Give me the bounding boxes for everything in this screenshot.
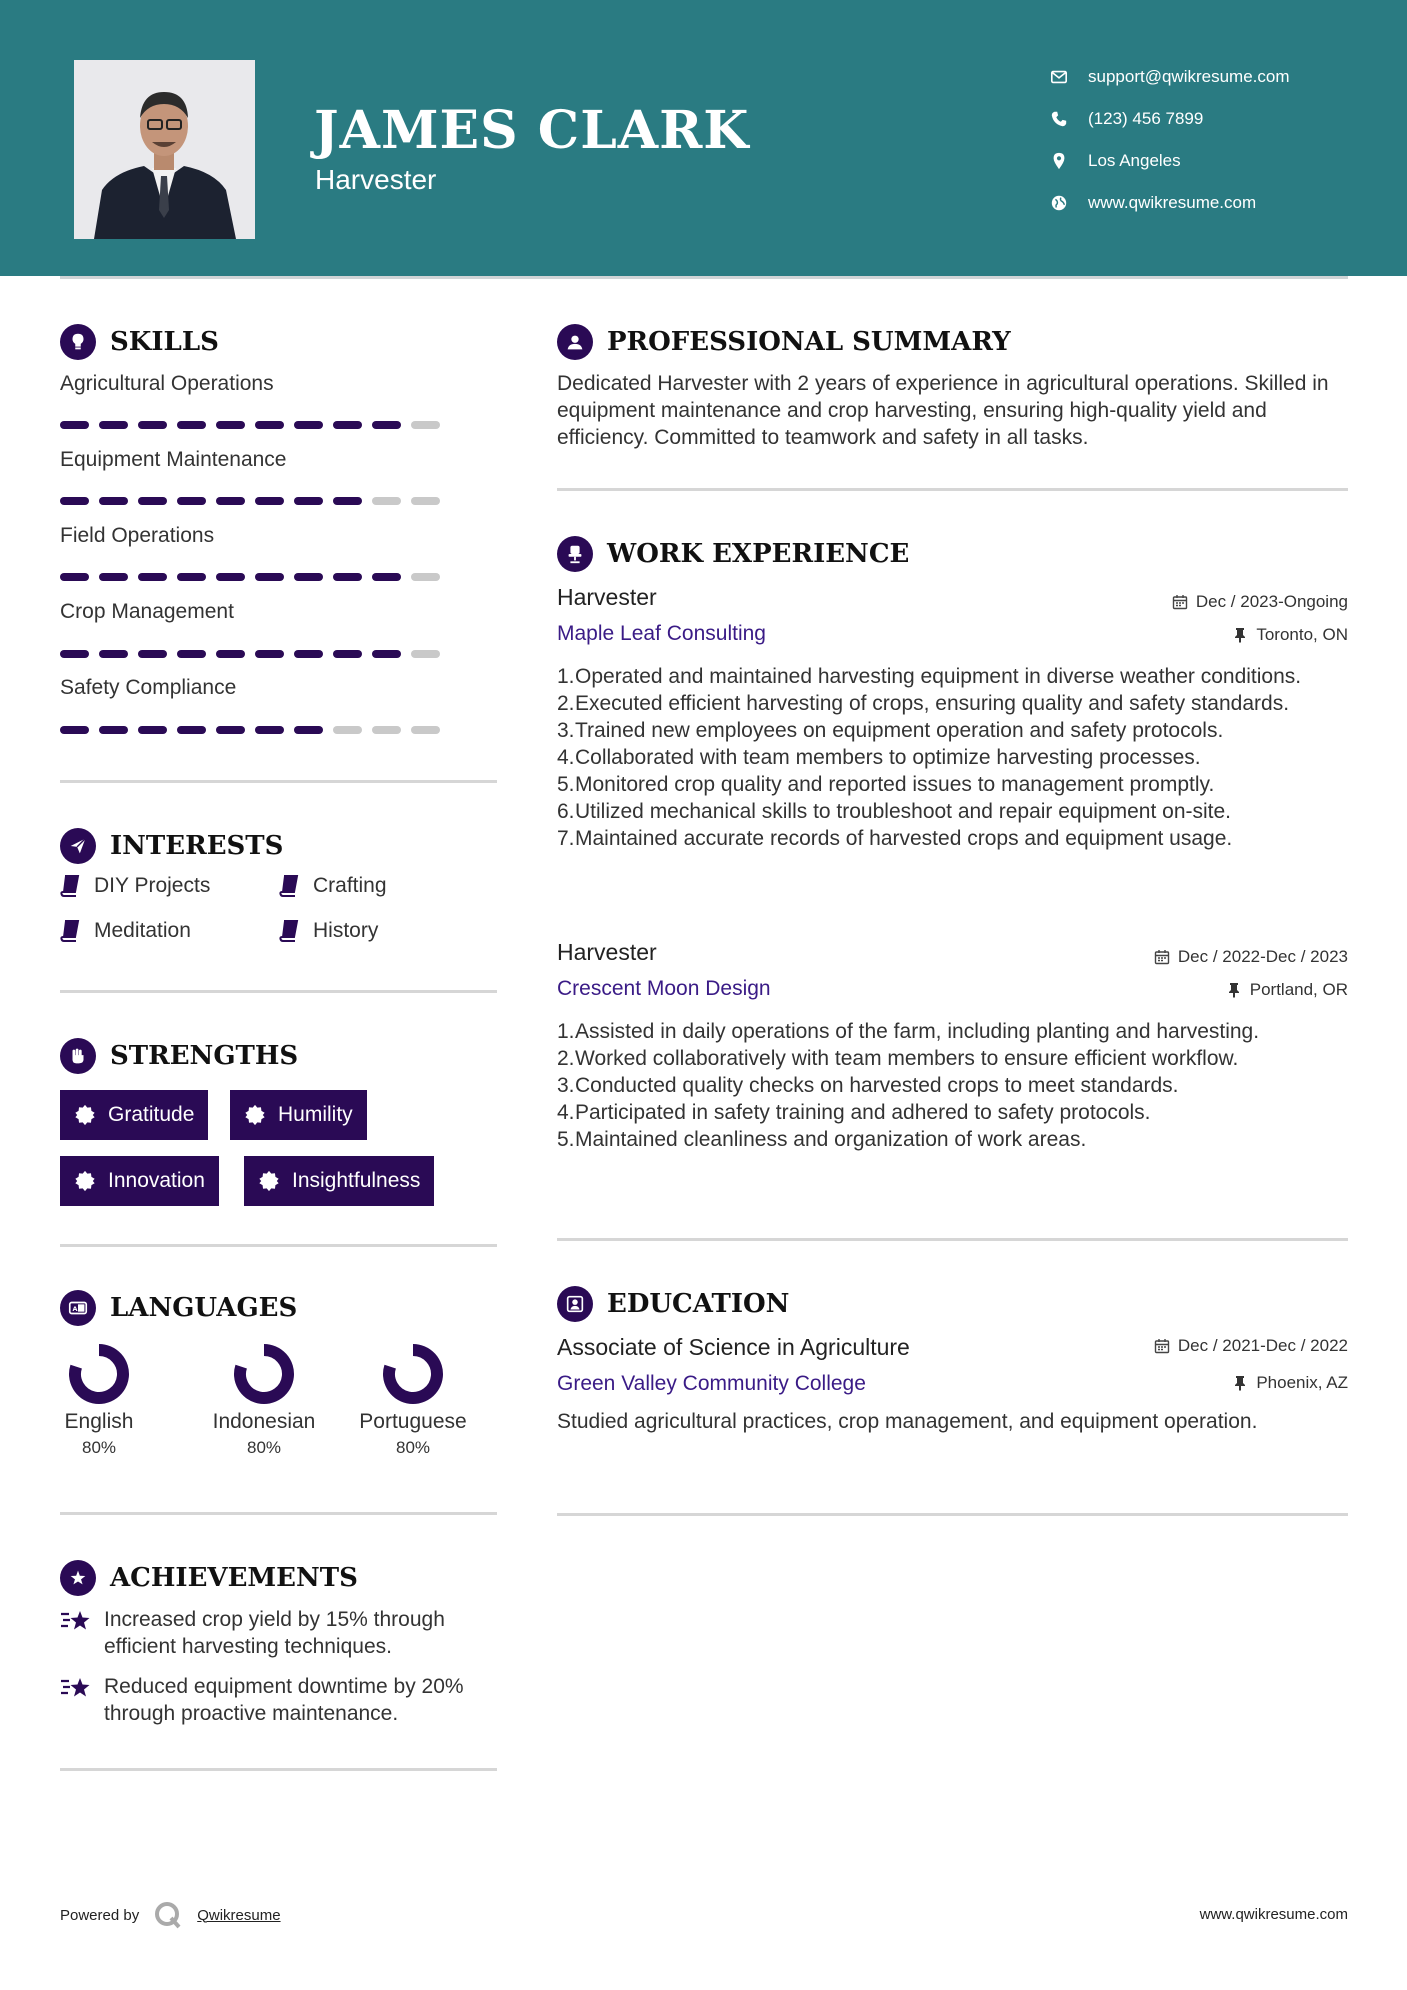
- skill-dot-empty: [411, 497, 440, 505]
- interest-item: [60, 874, 210, 898]
- contact-list: [1050, 56, 1290, 224]
- duty-item: [557, 1099, 1347, 1126]
- language-progress-arc: [240, 1350, 288, 1398]
- skill-dot-filled: [216, 497, 245, 505]
- education-dates: [1154, 1336, 1348, 1356]
- job-location: [1232, 625, 1348, 645]
- pushpin-icon: [1226, 982, 1242, 998]
- duty-number: 5.: [557, 773, 575, 796]
- user-icon: [557, 324, 593, 360]
- job-dates-text: Dec / 2023-Ongoing: [1195, 592, 1348, 611]
- interests-title: INTERESTS: [110, 831, 284, 861]
- book-icon: [279, 875, 299, 897]
- job-dates: [1154, 947, 1348, 967]
- duty-number: 5.: [557, 1128, 575, 1151]
- skill-dot-filled: [99, 573, 128, 581]
- skills-title: SKILLS: [110, 327, 219, 357]
- section-divider: [557, 1238, 1348, 1241]
- skill-name: Agricultural Operations: [60, 372, 274, 395]
- interest-label: DIY Projects: [94, 874, 211, 897]
- duty-number: 2.: [557, 1047, 575, 1070]
- strength-label: Insightfulness: [292, 1169, 421, 1192]
- duty-item: [557, 717, 1347, 744]
- paper-plane-icon: [60, 828, 96, 864]
- skill-dot-filled: [333, 650, 362, 658]
- achievements-title: ACHIEVEMENTS: [110, 1563, 358, 1593]
- badge-icon: [74, 1104, 96, 1126]
- duty-text: Maintained accurate records of harvested crops and equipment usage.: [575, 827, 1233, 850]
- skill-dot-filled: [138, 421, 167, 429]
- calendar-icon: [1154, 949, 1170, 965]
- duty-item: [557, 744, 1347, 771]
- strengths-heading: [60, 1038, 298, 1074]
- summary-title: PROFESSIONAL SUMMARY: [607, 327, 1011, 357]
- section-divider: [60, 990, 497, 993]
- interest-label: Crafting: [313, 874, 387, 897]
- job-dates: [1172, 592, 1348, 612]
- book-icon: [279, 920, 299, 942]
- duty-number: 1.: [557, 665, 575, 688]
- skill-dot-filled: [372, 573, 401, 581]
- strength-tag: [60, 1156, 219, 1206]
- language-progress-ring: [381, 1342, 445, 1406]
- section-divider: [557, 1513, 1348, 1516]
- contact-phone-text: (123) 456 7899: [1088, 109, 1204, 128]
- skill-dot-filled: [372, 650, 401, 658]
- envelope-icon: [1050, 68, 1068, 86]
- education-heading: [557, 1286, 789, 1322]
- duty-item: [557, 1126, 1347, 1153]
- duty-text: Participated in safety training and adhered to safety protocols.: [575, 1101, 1151, 1124]
- job-location-text: Toronto, ON: [1256, 625, 1348, 644]
- skill-name: Safety Compliance: [60, 676, 237, 699]
- skill-dot-filled: [177, 726, 206, 734]
- language-name: English: [64, 1410, 134, 1433]
- skill-dot-filled: [60, 497, 89, 505]
- duty-item: [557, 663, 1347, 690]
- summary-heading: [557, 324, 1011, 360]
- skill-rating: [60, 573, 450, 581]
- resume-header: [0, 0, 1407, 276]
- language-icon: [60, 1290, 96, 1326]
- strength-tag: [60, 1090, 208, 1140]
- profile-photo: [74, 60, 255, 239]
- skill-rating: [60, 497, 450, 505]
- language-level: 80%: [246, 1438, 282, 1457]
- education-description: Studied agricultural practices, crop management, and equipment operation.: [557, 1410, 1258, 1433]
- company-name[interactable]: Crescent Moon Design: [557, 977, 771, 1000]
- lightbulb-icon: [60, 324, 96, 360]
- experience-title: WORK EXPERIENCE: [607, 539, 910, 569]
- office-chair-icon: [557, 536, 593, 572]
- duty-item: [557, 690, 1347, 717]
- skill-dot-filled: [255, 726, 284, 734]
- language-item: [29, 1342, 169, 1458]
- duty-text: Collaborated with team members to optimize harvesting processes.: [575, 746, 1201, 769]
- contact-location: [1050, 140, 1290, 182]
- language-name: Portuguese: [359, 1410, 467, 1433]
- duty-number: 2.: [557, 692, 575, 715]
- achievement-text: Increased crop yield by 15% through efficient harvesting techniques.: [104, 1608, 445, 1658]
- language-item: [343, 1342, 483, 1458]
- interests-heading: [60, 828, 283, 864]
- duty-text: Utilized mechanical skills to troubleshoot and repair equipment on-site.: [575, 800, 1232, 823]
- skill-name: Crop Management: [60, 600, 234, 623]
- duty-text: Executed efficient harvesting of crops, ensuring quality and safety standards.: [575, 692, 1290, 715]
- qwikresume-logo-icon: [153, 1900, 183, 1930]
- shooting-star-icon: [60, 1608, 92, 1634]
- skill-dot-filled: [294, 726, 323, 734]
- pushpin-icon: [1232, 1375, 1248, 1391]
- section-divider: [557, 488, 1348, 491]
- language-level: 80%: [81, 1438, 117, 1457]
- skills-heading: [60, 324, 219, 360]
- book-icon: [60, 875, 80, 897]
- skill-dot-filled: [372, 421, 401, 429]
- skill-dot-filled: [216, 650, 245, 658]
- duty-text: Trained new employees on equipment operation and safety protocols.: [575, 719, 1224, 742]
- skill-dot-filled: [333, 573, 362, 581]
- skill-dot-empty: [372, 497, 401, 505]
- skill-dot-filled: [138, 497, 167, 505]
- duty-number: 1.: [557, 1020, 575, 1043]
- skill-dot-filled: [216, 421, 245, 429]
- language-progress-ring: [232, 1342, 296, 1406]
- map-pin-icon: [1050, 152, 1068, 170]
- achievements-heading: [60, 1560, 358, 1596]
- strength-tag: [230, 1090, 367, 1140]
- section-divider: [60, 780, 497, 783]
- skill-dot-filled: [255, 573, 284, 581]
- language-name: Indonesian: [212, 1410, 316, 1433]
- duty-text: Assisted in daily operations of the farm, including planting and harvesting.: [575, 1020, 1260, 1043]
- skill-rating: [60, 650, 450, 658]
- phone-icon: [1050, 110, 1068, 128]
- skill-dot-filled: [333, 497, 362, 505]
- svg-text:A: A: [72, 1305, 78, 1314]
- skill-dot-filled: [60, 573, 89, 581]
- strength-label: Humility: [278, 1103, 353, 1126]
- section-divider: [60, 1512, 497, 1515]
- skill-dot-empty: [411, 650, 440, 658]
- skill-dot-filled: [99, 726, 128, 734]
- header-divider: [60, 276, 1348, 279]
- pushpin-icon: [1232, 627, 1248, 643]
- skill-dot-filled: [99, 497, 128, 505]
- powered-by-label: Powered by: [60, 1906, 140, 1924]
- school-name[interactable]: Green Valley Community College: [557, 1372, 866, 1395]
- duty-number: 4.: [557, 746, 575, 769]
- skill-dot-filled: [177, 650, 206, 658]
- achievement-item: [60, 1606, 500, 1660]
- brand-link[interactable]: Qwikresume: [197, 1906, 281, 1924]
- education-location-text: Phoenix, AZ: [1256, 1373, 1348, 1392]
- skill-dot-filled: [138, 726, 167, 734]
- summary-text: Dedicated Harvester with 2 years of experience in agricultural operations. Skilled in equipment maintenance and crop harvesting, ensuring high-quality yield and efficiency. Committed to teamwork and safety in all tasks.: [557, 372, 1329, 449]
- interest-label: History: [313, 919, 379, 942]
- skill-name: Equipment Maintenance: [60, 448, 287, 471]
- duty-number: 4.: [557, 1101, 575, 1124]
- company-name[interactable]: Maple Leaf Consulting: [557, 622, 766, 645]
- skill-dot-filled: [294, 497, 323, 505]
- skill-dot-filled: [60, 650, 89, 658]
- footer-powered-by: [60, 1900, 281, 1930]
- badge-icon: [244, 1104, 266, 1126]
- badge-icon: [74, 1170, 96, 1192]
- languages-heading: [60, 1290, 297, 1326]
- graduate-icon: [557, 1286, 593, 1322]
- skill-rating: [60, 421, 450, 429]
- skill-dot-filled: [138, 573, 167, 581]
- contact-phone[interactable]: [1050, 98, 1290, 140]
- interest-label: Meditation: [94, 919, 191, 942]
- book-icon: [60, 920, 80, 942]
- skill-dot-filled: [333, 421, 362, 429]
- contact-email[interactable]: [1050, 56, 1290, 98]
- badge-icon: [258, 1170, 280, 1192]
- language-progress-ring: [67, 1342, 131, 1406]
- experience-heading: [557, 536, 909, 572]
- language-progress-arc: [389, 1350, 437, 1398]
- job-duties: [557, 1018, 1347, 1153]
- job-location-text: Portland, OR: [1249, 980, 1348, 999]
- skill-dot-filled: [216, 573, 245, 581]
- skill-dot-filled: [294, 573, 323, 581]
- duty-number: 3.: [557, 1074, 575, 1097]
- calendar-icon: [1154, 1338, 1170, 1354]
- achievement-item: [60, 1673, 500, 1727]
- skill-dot-filled: [177, 421, 206, 429]
- education-dates-text: Dec / 2021-Dec / 2022: [1177, 1336, 1348, 1355]
- skill-dot-filled: [177, 573, 206, 581]
- skill-dot-filled: [255, 497, 284, 505]
- duty-number: 6.: [557, 800, 575, 823]
- achievement-text: Reduced equipment downtime by 20% through proactive maintenance.: [104, 1675, 464, 1725]
- degree-title: Associate of Science in Agriculture: [557, 1334, 910, 1360]
- duty-item: [557, 825, 1347, 852]
- section-divider: [60, 1244, 497, 1247]
- duty-item: [557, 771, 1347, 798]
- duty-text: Maintained cleanliness and organization of work areas.: [575, 1128, 1087, 1151]
- skill-name: Field Operations: [60, 524, 215, 547]
- strength-label: Gratitude: [108, 1103, 195, 1126]
- skill-dot-empty: [333, 726, 362, 734]
- duty-text: Monitored crop quality and reported issues to management promptly.: [575, 773, 1215, 796]
- candidate-title: Harvester: [315, 164, 437, 195]
- duty-item: [557, 798, 1347, 825]
- contact-website[interactable]: [1050, 182, 1290, 224]
- contact-email-text: support@qwikresume.com: [1088, 67, 1290, 86]
- skill-dot-filled: [60, 421, 89, 429]
- skill-rating: [60, 726, 450, 734]
- skill-dot-filled: [177, 497, 206, 505]
- skill-dot-empty: [411, 726, 440, 734]
- strength-tag: [244, 1156, 434, 1206]
- duty-text: Operated and maintained harvesting equipment in diverse weather conditions.: [575, 665, 1302, 688]
- contact-location-text: Los Angeles: [1088, 151, 1181, 170]
- skill-dot-filled: [255, 650, 284, 658]
- skill-dot-empty: [411, 573, 440, 581]
- skill-dot-filled: [255, 421, 284, 429]
- education-location: [1232, 1373, 1348, 1393]
- job-dates-text: Dec / 2022-Dec / 2023: [1177, 947, 1348, 966]
- skill-dot-filled: [60, 726, 89, 734]
- language-progress-arc: [75, 1350, 123, 1398]
- interest-item: [279, 919, 378, 943]
- duty-item: [557, 1045, 1347, 1072]
- fist-icon: [60, 1038, 96, 1074]
- section-divider: [60, 1768, 497, 1771]
- job-duties: [557, 663, 1347, 852]
- languages-title: LANGUAGES: [110, 1293, 298, 1323]
- strengths-title: STRENGTHS: [110, 1041, 299, 1071]
- duty-item: [557, 1018, 1347, 1045]
- star-badge-icon: [60, 1560, 96, 1596]
- shooting-star-icon: [60, 1675, 92, 1701]
- job-title: Harvester: [557, 939, 657, 965]
- language-level: 80%: [395, 1438, 431, 1457]
- skill-dot-filled: [99, 650, 128, 658]
- skill-dot-filled: [294, 650, 323, 658]
- skill-dot-filled: [99, 421, 128, 429]
- job-location: [1226, 980, 1348, 1000]
- education-title: EDUCATION: [607, 1289, 790, 1319]
- skill-dot-filled: [216, 726, 245, 734]
- calendar-icon: [1172, 594, 1188, 610]
- duty-text: Conducted quality checks on harvested crops to meet standards.: [575, 1074, 1179, 1097]
- duty-number: 3.: [557, 719, 575, 742]
- contact-website-text: www.qwikresume.com: [1088, 193, 1257, 212]
- language-item: [194, 1342, 334, 1458]
- skill-dot-filled: [294, 421, 323, 429]
- footer-website[interactable]: www.qwikresume.com: [1199, 1906, 1348, 1923]
- skill-dot-empty: [411, 421, 440, 429]
- job-title: Harvester: [557, 584, 657, 610]
- interest-item: [60, 919, 191, 943]
- skill-dot-filled: [138, 650, 167, 658]
- candidate-name: JAMES CLARK: [314, 100, 750, 161]
- skill-dot-empty: [372, 726, 401, 734]
- strength-label: Innovation: [108, 1169, 205, 1192]
- duty-number: 7.: [557, 827, 575, 850]
- duty-item: [557, 1072, 1347, 1099]
- duty-text: Worked collaboratively with team members to ensure efficient workflow.: [575, 1047, 1239, 1070]
- globe-icon: [1050, 194, 1068, 212]
- interest-item: [279, 874, 387, 898]
